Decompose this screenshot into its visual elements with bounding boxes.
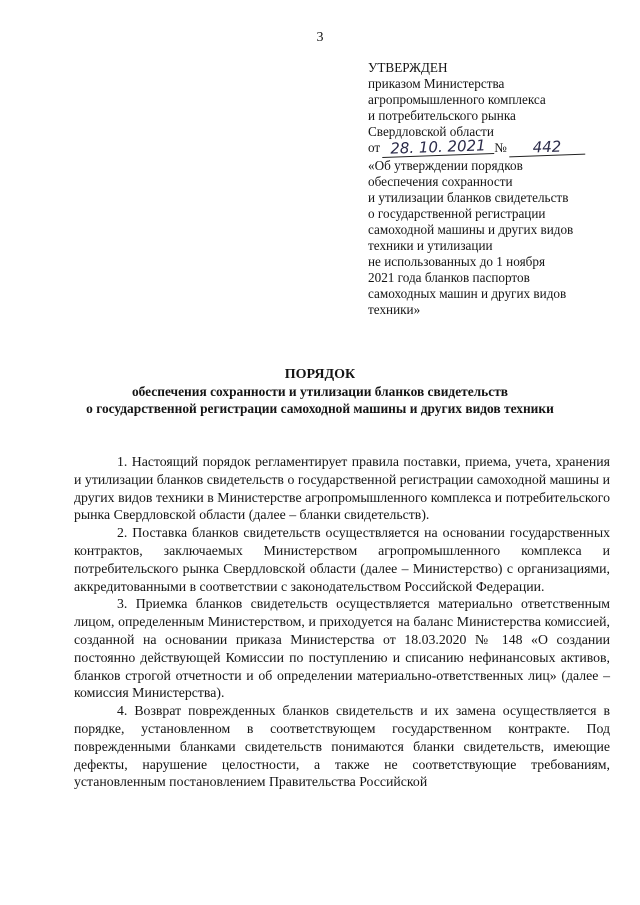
title-line: о государственной регистрации самоходной машины и других видов техники [86,401,554,416]
paragraph-1: 1. Настоящий порядок регламентирует правила поставки, приема, учета, хранения и утилизации бланков свидетельств о государственной регистрации самоходной машины и других видов техники в Министерстве агропромышленного комплекса и потребительского рынка Свердловской области (далее – бланки свидетельств). [74,454,610,523]
date-prefix: от [368,140,381,155]
number-prefix: № [494,140,507,155]
subject-line: 2021 года бланков паспортов [368,270,530,285]
paragraph-2: 2. Поставка бланков свидетельств осуществляется на основании государственных контрактов, заключаемых Министерством агропромышленного комплекса и потребительского рынка Свердловской области (далее – Министерство) с организациями, аккредитованными в соответствии с законодательством Российской Федерации. [74,525,610,594]
approval-heading: УТВЕРЖДЕН [368,60,448,75]
subject-line: и утилизации бланков свидетельств [368,190,569,205]
approval-date-line [368,136,608,158]
subject-line: техники и утилизации [368,238,493,253]
title-main: ПОРЯДОК [284,367,356,382]
subject-line: самоходной машины и других видов [368,222,574,237]
subject-line: «Об утверждении порядков [368,158,523,173]
subject-line: не использованных до 1 ноября [368,254,546,269]
approval-block [368,60,608,318]
subject-line: техники» [368,302,421,317]
title-line: обеспечения сохранности и утилизации бланков свидетельств [131,384,509,399]
approval-line: приказом Министерства [368,76,505,91]
paragraph-4: 4. Возврат поврежденных бланков свидетельств и их замена осуществляется в порядке, установленном в соответствующем государственном контракте. Под поврежденными бланками свидетельств понимаются бланки свидетельств, имеющие дефекты, нарушение целостности, а также не соответствующие требованиям, установленным постановлением Правительства Российской [74,703,610,790]
approval-line: Свердловской области [368,124,494,139]
handwritten-number: 442 [509,139,586,158]
handwritten-date: 28. 10. 2021 [382,138,494,158]
approval-line: агропромышленного комплекса [368,92,546,107]
subject-line: самоходных машин и других видов [368,286,567,301]
subject-line: о государственной регистрации [368,206,546,221]
paragraph-3: 3. Приемка бланков свидетельств осуществляется материально ответственным лицом, определенным Министерством, и приходуется на баланс Министерства комиссией, созданной на основании приказа Министерства от 18.03.2020 № 148 «О создании постоянно действующей Комиссии по поступлению и списанию нефинансовых активов, бланков строгой отчетности и об определении материально-ответственных лиц» (далее – комиссия Министерства). [74,596,610,701]
document-title [0,366,640,417]
page-number: 3 [316,30,324,45]
subject-line: обеспечения сохранности [368,174,513,189]
approval-line: и потребительского рынка [368,108,516,123]
document-body [74,453,610,791]
